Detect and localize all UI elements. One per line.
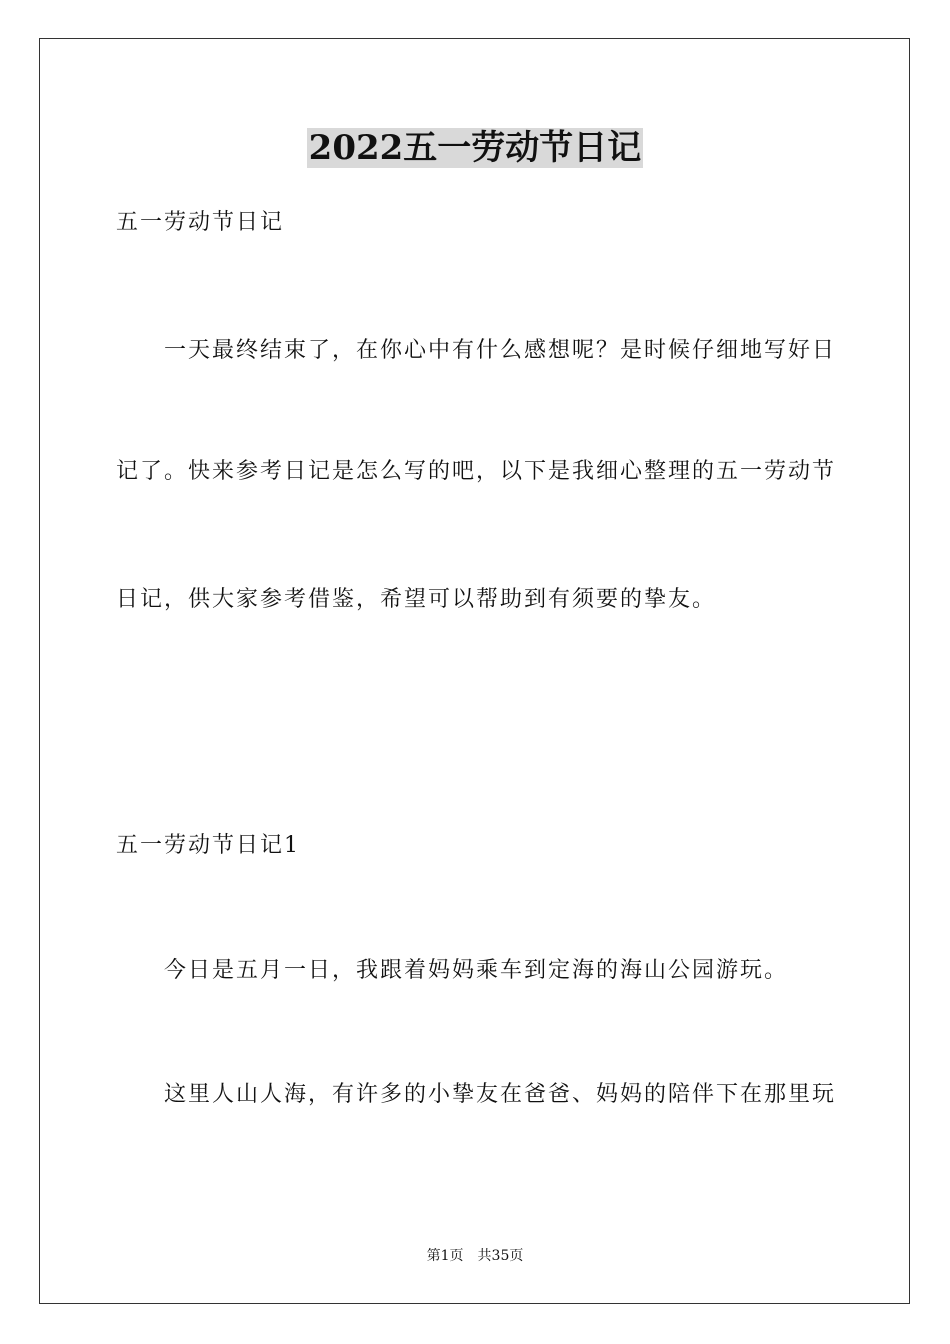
paragraph-line: 这里人山人海，有许多的小挚友在爸爸、妈妈的陪伴下在那里玩 [164, 1082, 837, 1107]
page-number: 第1页 [426, 1248, 464, 1264]
page-total: 共35页 [477, 1248, 524, 1264]
section-heading: 五一劳动节日记 [116, 210, 285, 235]
section-heading: 五一劳动节日记1 [116, 833, 300, 858]
title-text: 2022五一劳动节日记 [308, 128, 642, 168]
paragraph-line: 今日是五月一日，我跟着妈妈乘车到定海的海山公园游玩。 [164, 958, 789, 983]
paragraph-line: 记了。快来参考日记是怎么写的吧，以下是我细心整理的五一劳动节 [116, 459, 837, 484]
page-footer [0, 1246, 950, 1266]
paragraph-line: 一天最终结束了，在你心中有什么感想呢？是时候仔细地写好日 [164, 338, 837, 363]
document-title [0, 126, 950, 170]
paragraph-line: 日记，供大家参考借鉴，希望可以帮助到有须要的挚友。 [116, 587, 717, 612]
